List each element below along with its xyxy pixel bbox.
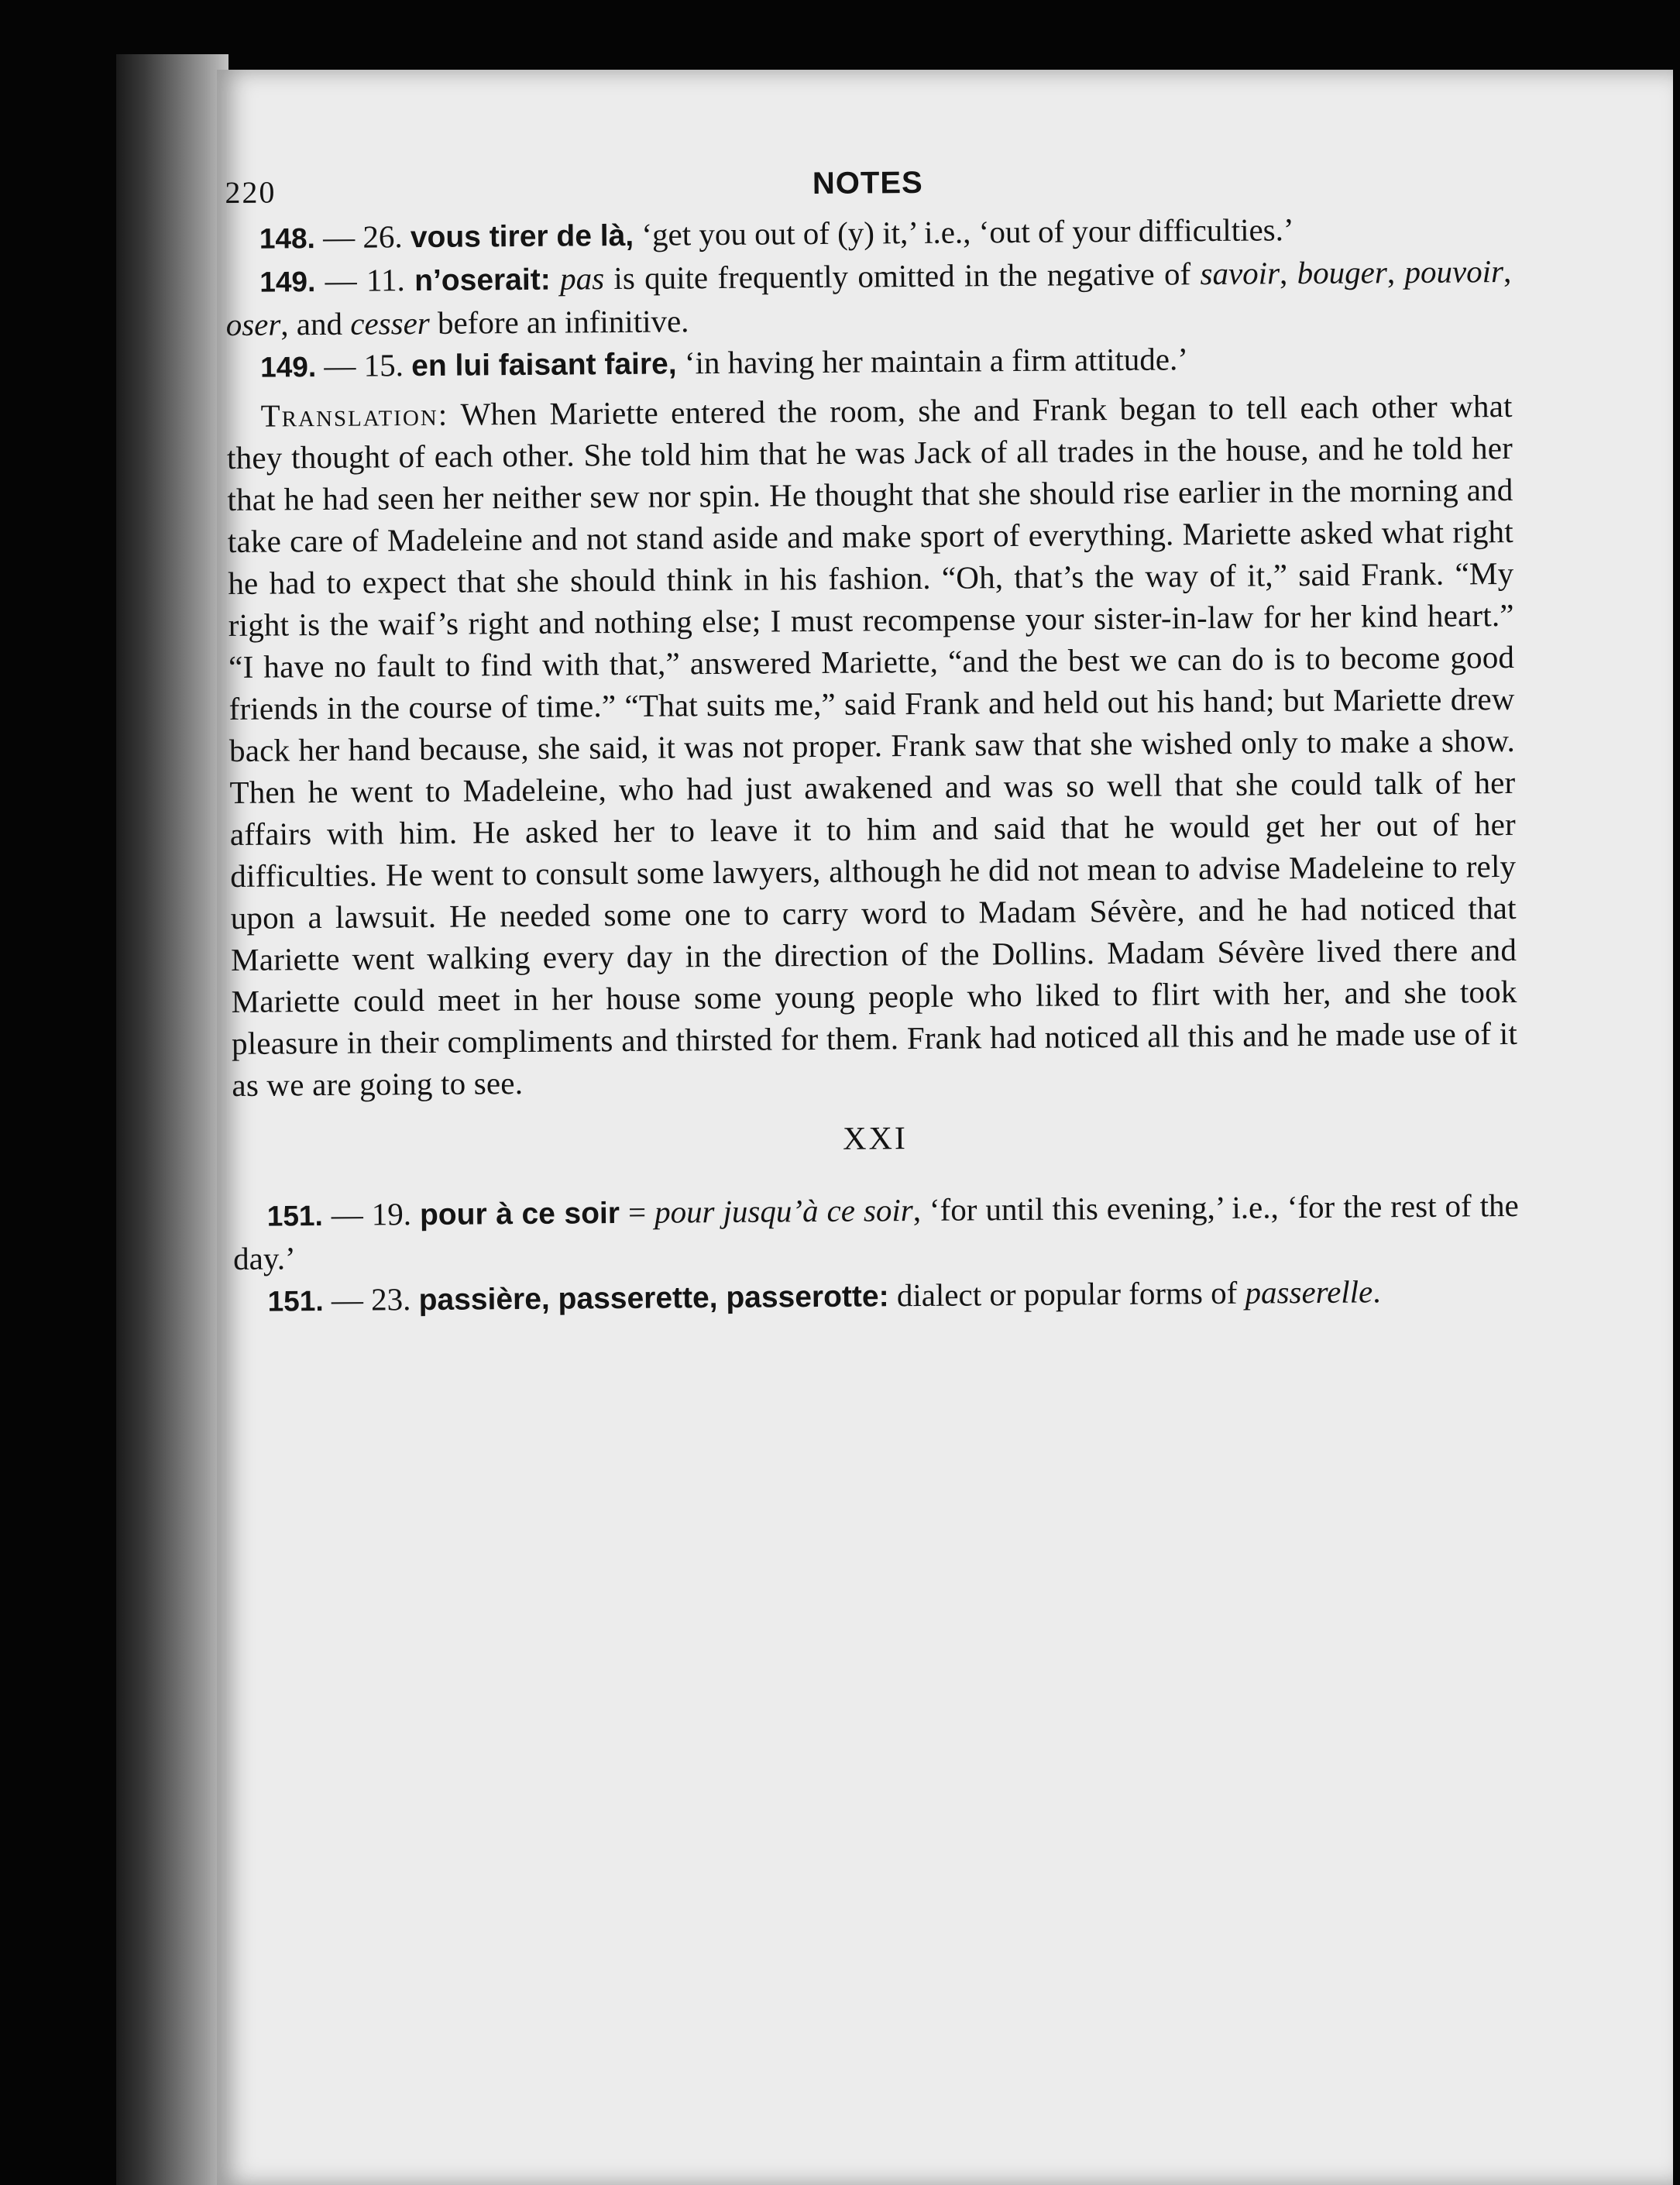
note-ref: 151.: [266, 1200, 323, 1232]
note-text: before an infinitive.: [429, 303, 689, 341]
translation-paragraph: [226, 385, 1517, 1106]
note-text: ,: [1279, 255, 1297, 291]
page-number: 220: [225, 174, 277, 210]
note-text: , and: [280, 305, 351, 342]
note-text: ,: [1503, 253, 1512, 290]
note-151-19: [233, 1184, 1520, 1280]
note-line-number: — 23.: [323, 1281, 419, 1318]
note-ref: 148.: [259, 222, 316, 255]
running-head: [225, 145, 1511, 217]
chapter-heading: XXI: [842, 1121, 909, 1157]
note-line-number: — 11.: [315, 262, 415, 299]
note-gloss: ‘get you out of (y) it,’ i.e., ‘out of your difficulties.’: [633, 211, 1294, 253]
note-end-punctuation: .: [1373, 1273, 1381, 1310]
note-lemma: pour à ce soir: [419, 1197, 620, 1232]
note-lemma: vous tirer de là,: [410, 218, 634, 255]
note-149-11: [225, 250, 1512, 345]
note-italic-word: pas: [559, 260, 605, 297]
note-italic-word: passerelle: [1245, 1273, 1373, 1311]
note-gloss: dialect or popular forms of: [888, 1274, 1245, 1314]
note-italic-word: cesser: [350, 304, 430, 342]
note-italic-word: pouvoir: [1404, 253, 1504, 290]
page-content: [225, 145, 1520, 1323]
note-gloss: , ‘for until this evening,’ i.e., ‘for the rest of the day.’: [233, 1187, 1519, 1276]
book-page-edges: [116, 54, 228, 2185]
note-line-number: — 19.: [322, 1196, 421, 1233]
note-line-number: — 26.: [314, 218, 411, 256]
note-text: is quite frequently omitted in the negative of: [603, 256, 1201, 297]
note-ref: 151.: [267, 1285, 324, 1318]
note-ref: 149.: [259, 351, 317, 383]
note-gloss: ‘in having her maintain a firm attitude.’: [676, 341, 1189, 381]
note-italic-word: savoir: [1200, 255, 1280, 292]
note-line-number: — 15.: [315, 347, 412, 384]
note-italic-word: oser: [225, 306, 281, 342]
translation-label: Translation:: [260, 396, 449, 434]
note-equals: =: [619, 1194, 655, 1231]
page-title: NOTES: [812, 165, 923, 201]
note-italic-phrase: pour jusqu’à ce soir: [654, 1192, 913, 1230]
note-text: ,: [1386, 254, 1405, 290]
note-ref: 149.: [259, 266, 316, 298]
note-italic-word: bouger: [1297, 254, 1388, 291]
note-lemma: passière, passerette, passerotte:: [418, 1280, 889, 1318]
note-lemma: en lui faisant faire,: [411, 347, 677, 383]
translation-text: When Mariette entered the room, she and Frank began to tell each other what they thought of each other. She told him that he was Jack of all trades in the house, and he told her that he had seen her neither sew nor spin. He thought that she should rise earlier in the morning and take care of Madeleine and not stand aside and make sport of everything. Mariette asked what right he had to expect that she should think in his fashion. “Oh, that’s the way of it,” said Frank. “My right is the waif’s right and nothing else; I must recompense your sister-in-law for her kind heart.” “I have no fault to find with that,” answered Mariette, “and the best we can do is to become good friends in the course of time.” “That suits me,” said Frank and held out his hand; but Mariette drew back her hand because, she said, it was not proper. Frank saw that she wished only to make a show. Then he went to Madeleine, who had just awakened and was so well that she could talk of her affairs with him. He asked her to leave it to him and said that he would get her out of her difficulties. He went to consult some lawyers, although he did not mean to advise Madeleine to rely upon a lawsuit. He needed some one to carry word to Madam Sévère, and he had noticed that Mariette went walking every day in the direction of the Dollins. Madam Sévère lived there and Mariette could meet in her house some young people who liked to flirt with her, and she took pleasure in their compliments and thirsted for them. Frank had noticed all this and he made use of it as we are going to see.: [226, 387, 1518, 1103]
note-lemma: n’oserait:: [414, 263, 551, 298]
note-149-15: [226, 335, 1512, 389]
